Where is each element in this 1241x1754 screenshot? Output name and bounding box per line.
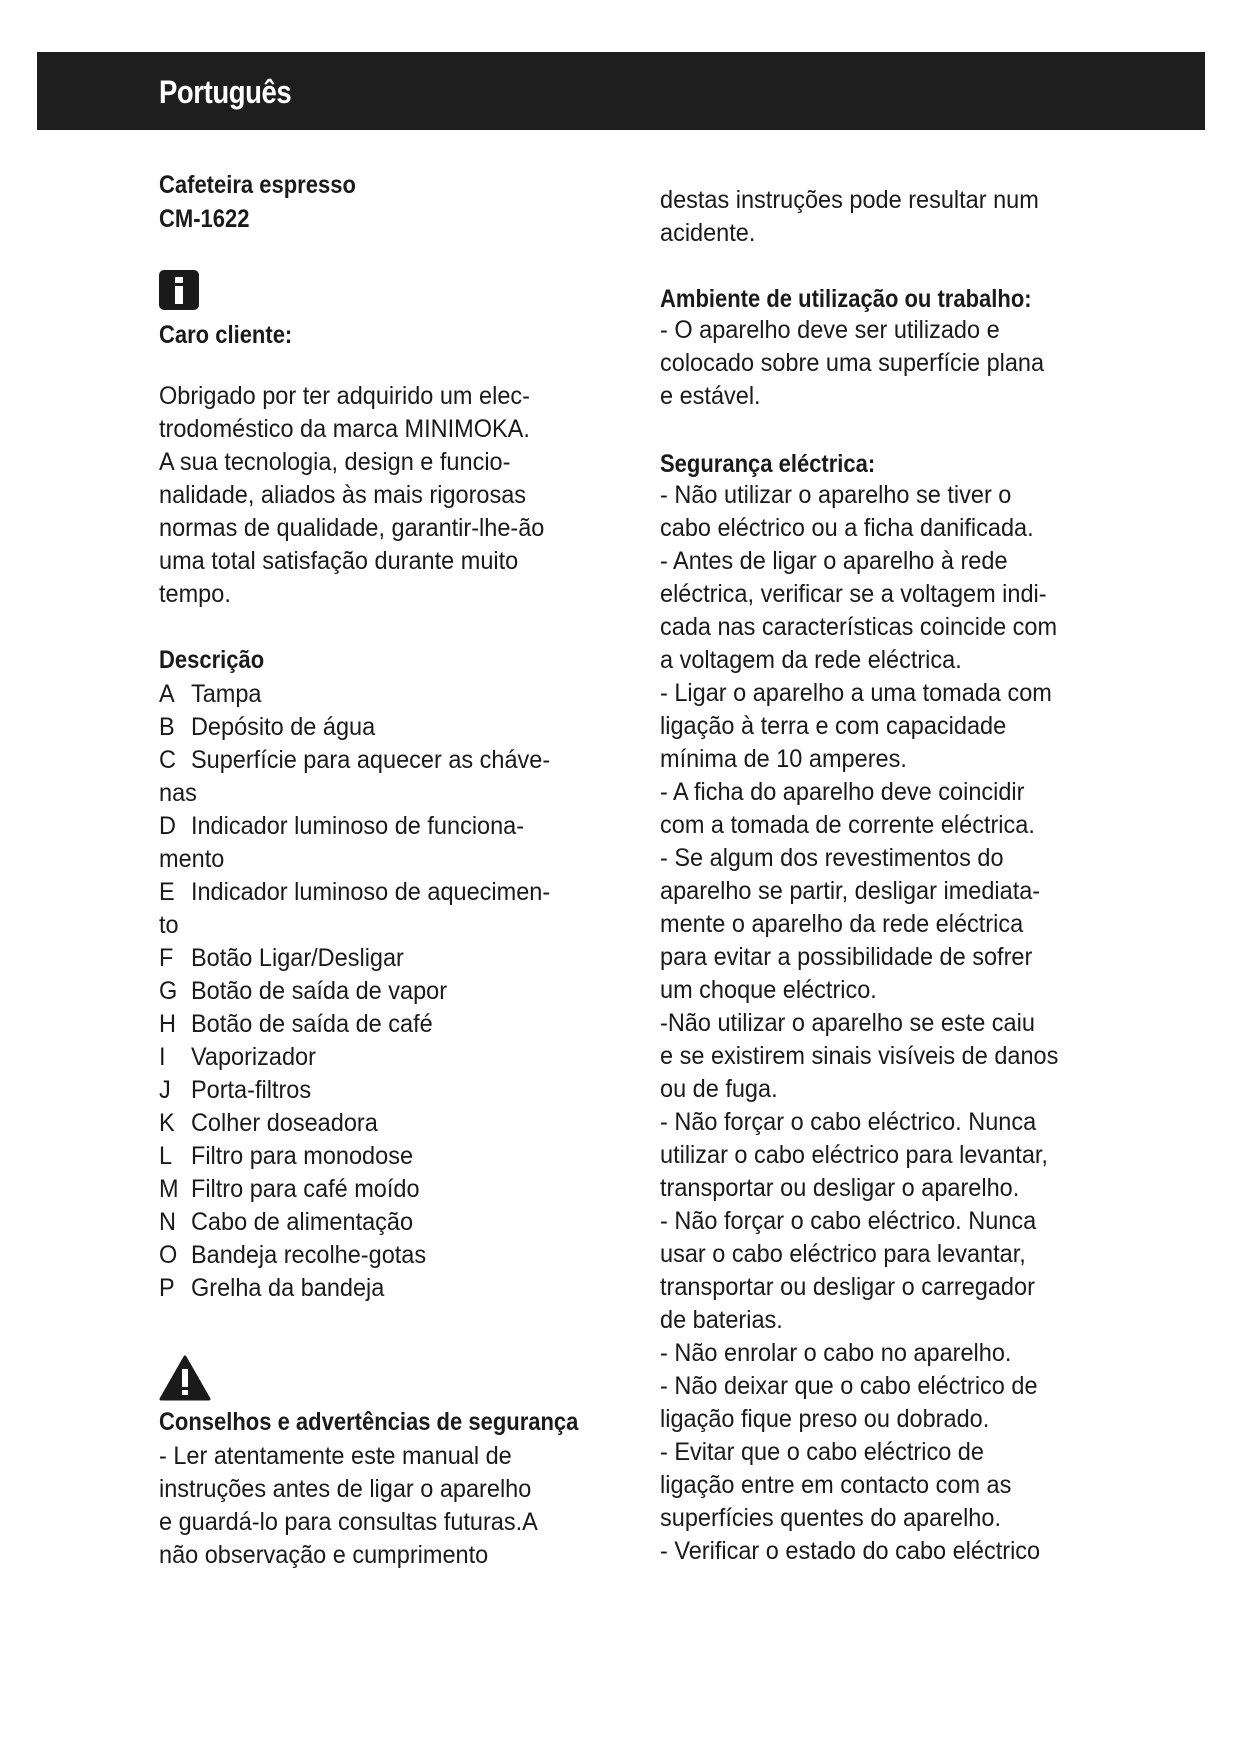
intro-paragraph bbox=[159, 380, 601, 611]
environment-line: e estável. bbox=[660, 382, 761, 410]
description-item-letter: D bbox=[159, 812, 176, 840]
electrical-line: -Não utilizar o aparelho se este caiu bbox=[660, 1009, 1035, 1037]
description-item-text: Colher doseadora bbox=[190, 1109, 378, 1137]
description-item bbox=[159, 1173, 601, 1206]
electrical-line: transportar ou desligar o aparelho. bbox=[660, 1174, 1020, 1202]
description-item-text: Indicador luminoso de aquecimen- bbox=[190, 878, 551, 906]
description-item-text: Vaporizador bbox=[190, 1043, 316, 1071]
description-item-letter: M bbox=[159, 1175, 179, 1203]
electrical-line: para evitar a possibilidade de sofrer bbox=[660, 943, 1033, 971]
safety-line: não observação e cumprimento bbox=[159, 1541, 489, 1569]
description-item-letter: F bbox=[159, 944, 174, 972]
product-model-line: CM-1622 bbox=[159, 205, 250, 233]
description-item-text: to bbox=[159, 911, 179, 939]
description-item-letter: P bbox=[159, 1274, 175, 1302]
description-item-letter: L bbox=[159, 1142, 173, 1170]
description-item-letter: J bbox=[159, 1076, 171, 1104]
electrical-line: - Ligar o aparelho a uma tomada com bbox=[660, 679, 1052, 707]
description-title: Descrição bbox=[159, 646, 265, 674]
electrical-line: ligação fique preso ou dobrado. bbox=[660, 1405, 990, 1433]
description-item-text: Superfície para aquecer as cháve- bbox=[190, 746, 551, 774]
description-item-letter: I bbox=[159, 1043, 166, 1071]
electrical-line: ligação entre em contacto com as bbox=[660, 1471, 1012, 1499]
electrical-line: com a tomada de corrente eléctrica. bbox=[660, 811, 1035, 839]
description-item bbox=[159, 1140, 601, 1173]
electrical-line: ligação à terra e com capacidade bbox=[660, 712, 1007, 740]
info-icon bbox=[159, 270, 199, 310]
electrical-line: cada nas características coincide com bbox=[660, 613, 1058, 641]
intro-line: Obrigado por ter adquirido um elec- bbox=[159, 382, 530, 410]
description-item bbox=[159, 909, 601, 942]
electrical-title: Segurança eléctrica: bbox=[660, 450, 876, 478]
description-item-text: Depósito de água bbox=[190, 713, 376, 741]
intro-line: nalidade, aliados às mais rigorosas bbox=[159, 481, 527, 509]
electrical-line: cabo eléctrico ou a ficha danificada. bbox=[660, 514, 1034, 542]
description-item-text: Botão Ligar/Desligar bbox=[190, 944, 404, 972]
description-item-text: Bandeja recolhe-gotas bbox=[190, 1241, 427, 1269]
electrical-line: usar o cabo eléctrico para levantar, bbox=[660, 1240, 1026, 1268]
description-item-text: Cabo de alimentação bbox=[190, 1208, 414, 1236]
product-title-line: Cafeteira espresso bbox=[159, 171, 356, 199]
electrical-line: de baterias. bbox=[660, 1306, 783, 1334]
intro-line: A sua tecnologia, design e funcio- bbox=[159, 448, 511, 476]
electrical-heading bbox=[660, 447, 1074, 481]
environment-line: - O aparelho deve ser utilizado e bbox=[660, 316, 1000, 344]
continuation-paragraph bbox=[660, 184, 1102, 250]
description-item bbox=[159, 843, 601, 876]
electrical-line: um choque eléctrico. bbox=[660, 976, 877, 1004]
description-item-letter: C bbox=[159, 746, 176, 774]
safety-title: Conselhos e advertências de segurança bbox=[159, 1408, 579, 1436]
electrical-line: - Antes de ligar o aparelho à rede bbox=[660, 547, 1008, 575]
description-item-text: Botão de saída de vapor bbox=[190, 977, 448, 1005]
description-item bbox=[159, 1041, 601, 1074]
description-item-text: Filtro para monodose bbox=[190, 1142, 414, 1170]
environment-line: colocado sobre uma superfície plana bbox=[660, 349, 1045, 377]
electrical-line: - Não forçar o cabo eléctrico. Nunca bbox=[660, 1108, 1037, 1136]
greeting-heading bbox=[159, 318, 573, 352]
electrical-line: - Não utilizar o aparelho se tiver o bbox=[660, 481, 1012, 509]
description-item bbox=[159, 711, 601, 744]
warning-icon bbox=[159, 1355, 211, 1401]
environment-title: Ambiente de utilização ou trabalho: bbox=[660, 285, 1032, 313]
description-item-text: Grelha da bandeja bbox=[190, 1274, 385, 1302]
electrical-line: superfícies quentes do aparelho. bbox=[660, 1504, 1001, 1532]
description-list bbox=[159, 678, 601, 1305]
description-heading bbox=[159, 643, 573, 677]
electrical-line: utilizar o cabo eléctrico para levantar, bbox=[660, 1141, 1048, 1169]
continuation-line: acidente. bbox=[660, 219, 756, 247]
description-item bbox=[159, 678, 601, 711]
description-item-text: mento bbox=[159, 845, 225, 873]
continuation-line: destas instruções pode resultar num bbox=[660, 186, 1039, 214]
intro-line: trodoméstico da marca MINIMOKA. bbox=[159, 415, 530, 443]
language-header-bar bbox=[37, 52, 1205, 130]
description-item bbox=[159, 1008, 601, 1041]
electrical-line: - Se algum dos revestimentos do bbox=[660, 844, 1004, 872]
intro-line: uma total satisfação durante muito bbox=[159, 547, 519, 575]
electrical-line: - Não deixar que o cabo eléctrico de bbox=[660, 1372, 1038, 1400]
greeting-text: Caro cliente: bbox=[159, 321, 293, 349]
safety-heading bbox=[159, 1405, 579, 1439]
product-title bbox=[159, 168, 573, 236]
description-item bbox=[159, 876, 601, 909]
description-item bbox=[159, 777, 601, 810]
electrical-line: e se existirem sinais visíveis de danos bbox=[660, 1042, 1059, 1070]
description-item-text: Botão de saída de café bbox=[190, 1010, 433, 1038]
description-item bbox=[159, 1272, 601, 1305]
electrical-line: a voltagem da rede eléctrica. bbox=[660, 646, 962, 674]
description-item-letter: N bbox=[159, 1208, 176, 1236]
environment-paragraph bbox=[660, 314, 1102, 413]
description-item bbox=[159, 942, 601, 975]
description-item-text: Indicador luminoso de funciona- bbox=[190, 812, 525, 840]
safety-line: - Ler atentamente este manual de bbox=[159, 1442, 512, 1470]
intro-line: normas de qualidade, garantir-lhe-ão bbox=[159, 514, 545, 542]
description-item-text: nas bbox=[159, 779, 197, 807]
description-item-text: Tampa bbox=[190, 680, 262, 708]
electrical-line: mente o aparelho da rede eléctrica bbox=[660, 910, 1024, 938]
description-item-letter: H bbox=[159, 1010, 176, 1038]
description-item-text: Filtro para café moído bbox=[190, 1175, 420, 1203]
language-title: Português bbox=[159, 74, 292, 110]
description-item bbox=[159, 975, 601, 1008]
electrical-line: - A ficha do aparelho deve coincidir bbox=[660, 778, 1025, 806]
intro-line: tempo. bbox=[159, 580, 231, 608]
electrical-line: eléctrica, verificar se a voltagem indi- bbox=[660, 580, 1047, 608]
description-item-text: Porta-filtros bbox=[190, 1076, 312, 1104]
safety-line: e guardá-lo para consultas futuras.A bbox=[159, 1508, 538, 1536]
description-item bbox=[159, 1239, 601, 1272]
electrical-line: transportar ou desligar o carregador bbox=[660, 1273, 1035, 1301]
electrical-line: - Não forçar o cabo eléctrico. Nunca bbox=[660, 1207, 1037, 1235]
description-item-letter: O bbox=[159, 1241, 178, 1269]
description-item bbox=[159, 744, 601, 777]
electrical-line: - Evitar que o cabo eléctrico de bbox=[660, 1438, 984, 1466]
electrical-paragraph bbox=[660, 479, 1102, 1568]
description-item bbox=[159, 1206, 601, 1239]
description-item-letter: E bbox=[159, 878, 175, 906]
description-item-letter: A bbox=[159, 680, 175, 708]
safety-line: instruções antes de ligar o aparelho bbox=[159, 1475, 532, 1503]
description-item-letter: B bbox=[159, 713, 175, 741]
electrical-line: - Não enrolar o cabo no aparelho. bbox=[660, 1339, 1012, 1367]
description-item bbox=[159, 810, 601, 843]
electrical-line: - Verificar o estado do cabo eléctrico bbox=[660, 1537, 1041, 1565]
electrical-line: aparelho se partir, desligar imediata- bbox=[660, 877, 1041, 905]
electrical-line: ou de fuga. bbox=[660, 1075, 778, 1103]
environment-heading bbox=[660, 282, 1074, 316]
electrical-line: mínima de 10 amperes. bbox=[660, 745, 907, 773]
description-item-letter: G bbox=[159, 977, 178, 1005]
description-item bbox=[159, 1107, 601, 1140]
safety-paragraph bbox=[159, 1440, 601, 1572]
description-item-letter: K bbox=[159, 1109, 175, 1137]
description-item bbox=[159, 1074, 601, 1107]
